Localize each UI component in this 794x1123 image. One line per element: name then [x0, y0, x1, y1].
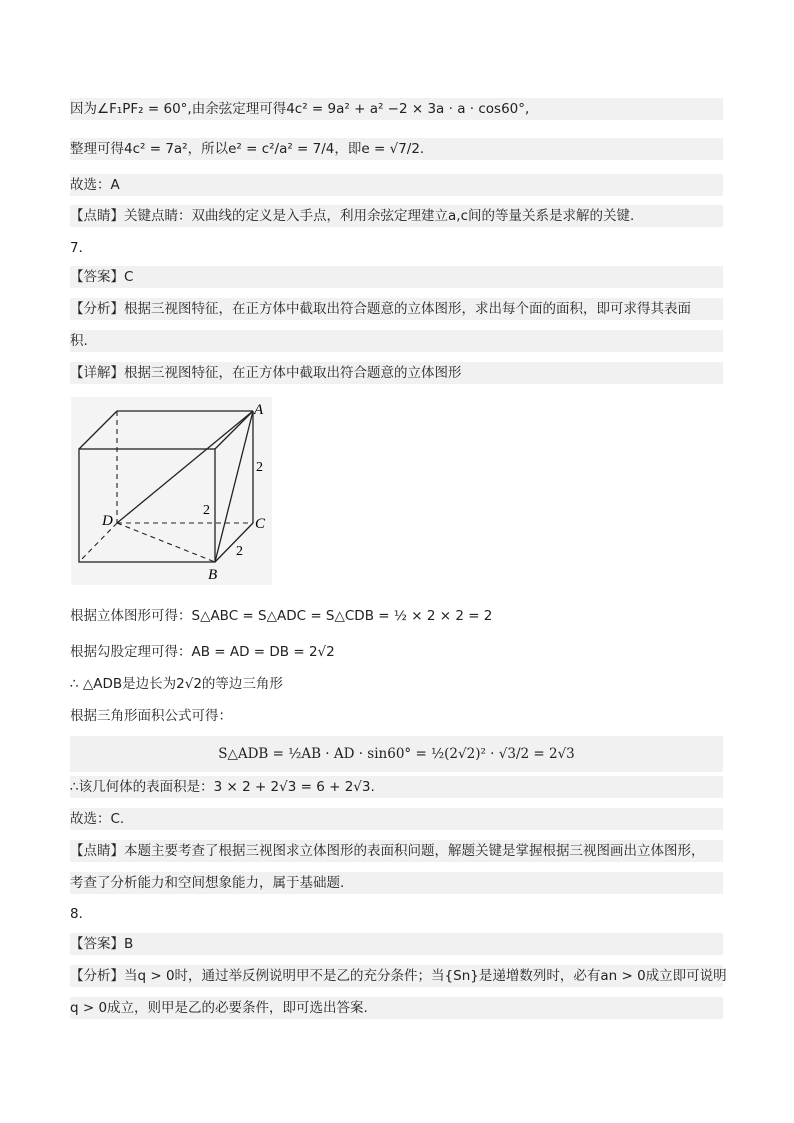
label-C: C	[255, 516, 266, 532]
q7-formula-intro: 根据三角形面积公式可得：	[70, 708, 232, 724]
q7-point-line2: 考查了分析能力和空间想象能力，属于基础题.	[70, 872, 723, 894]
q7-pythagoras-line: 根据勾股定理可得：AB = AD = DB = 2√2	[70, 644, 335, 660]
q7-triangle-area-formula: S△ADB = ½AB · AD · sin60° = ½(2√2)² · √3/2 = 2√3	[70, 736, 723, 772]
q7-area-line: 根据立体图形可得：S△ABC = S△ADC = S△CDB = ½ × 2 × 2 = 2	[70, 608, 493, 624]
q7-analysis-line2: 积.	[70, 330, 723, 352]
q8-analysis-line2: q > 0成立，则甲是乙的必要条件，即可选出答案.	[70, 997, 723, 1019]
q6-choice: 故选：A	[70, 174, 723, 196]
q7-choice: 故选：C.	[70, 808, 723, 830]
q7-detail: 【详解】根据三视图特征，在正方体中截取出符合题意的立体图形	[70, 362, 723, 384]
cube-bottom-right-edge	[215, 523, 253, 562]
cube-diagram	[71, 397, 272, 585]
q7-point-line1: 【点睛】本题主要考查了根据三视图求立体图形的表面积问题，解题关键是掌握根据三视图画出立体图形，	[70, 840, 723, 862]
q7-equilateral-line: ∴ △ADB是边长为2√2的等边三角形	[70, 676, 283, 692]
q7-number: 7．	[70, 240, 93, 256]
edge-label-BC: 2	[236, 544, 243, 559]
q8-analysis-line1: 【分析】当q > 0时，通过举反例说明甲不是乙的充分条件；当{Sn}是递增数列时，必有an > 0成立即可说明	[70, 965, 723, 987]
cube-top-left-edge	[79, 411, 117, 449]
edge-DB	[117, 523, 215, 562]
label-D: D	[102, 513, 113, 529]
q7-analysis-line1: 【分析】根据三视图特征，在正方体中截取出符合题意的立体图形，求出每个面的面积，即可求得其表面	[70, 298, 723, 320]
edge-AB	[215, 411, 253, 562]
cube-figure	[71, 397, 272, 585]
edge-label-AC: 2	[256, 460, 263, 475]
q7-surface-area-line: ∴该几何体的表面积是：3 × 2 + 2√3 = 6 + 2√3.	[70, 776, 723, 798]
cube-front-face	[79, 449, 215, 562]
q7-answer: 【答案】C	[70, 266, 723, 288]
label-A: A	[254, 402, 264, 418]
q6-line1: 因为∠F₁PF₂ = 60°,由余弦定理可得4c² = 9a² + a² −2 × 3a · a · cos60°,	[70, 98, 723, 120]
label-B: B	[208, 567, 218, 583]
edge-AD	[117, 411, 253, 523]
q8-answer: 【答案】B	[70, 933, 723, 955]
edge-label-front: 2	[203, 503, 210, 518]
cube-top-right-edge	[215, 411, 253, 449]
q6-line2: 整理可得4c² = 7a²，所以e² = c²/a² = 7/4，即e = √7/2.	[70, 138, 723, 160]
q8-number: 8．	[70, 906, 93, 922]
q6-point: 【点睛】关键点睛：双曲线的定义是入手点，利用余弦定理建立a,c间的等量关系是求解的关键.	[70, 205, 723, 227]
